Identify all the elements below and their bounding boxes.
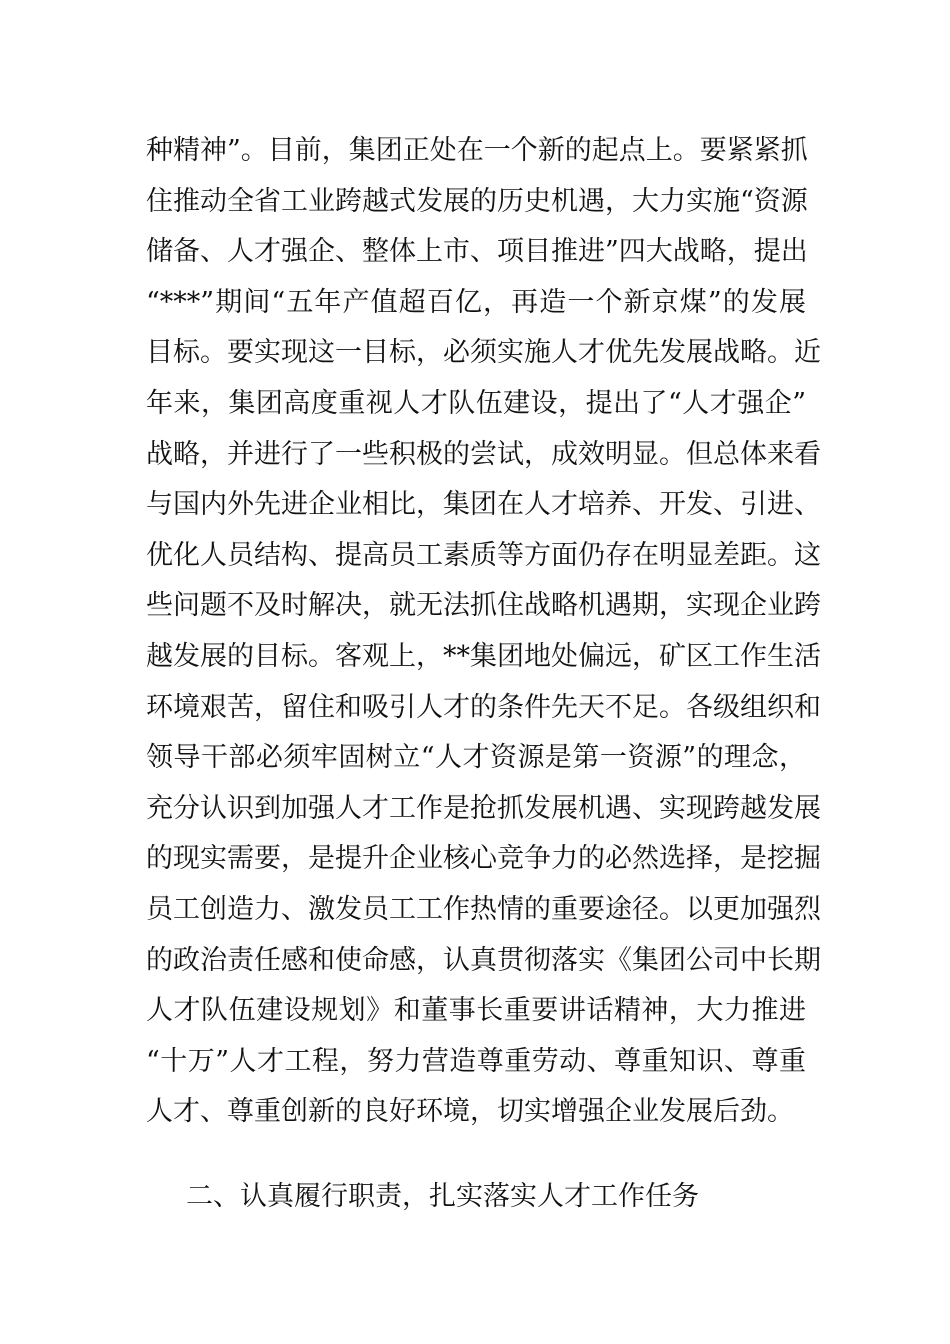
paragraph-line: 越发展的目标。客观上，**集团地处偏远，矿区工作生活 — [146, 640, 821, 672]
paragraph-line: 种精神”。目前，集团正处在一个新的起点上。要紧紧抓 — [146, 135, 808, 166]
paragraph-line: 储备、人才强企、整体上市、项目推进”四大战略，提出 — [146, 236, 808, 268]
paragraph-line: 环境艰苦，留住和吸引人才的条件先天不足。各级组织和 — [146, 691, 821, 723]
paragraph-line: 的现实需要，是提升企业核心竞争力的必然选择，是挖掘 — [146, 843, 821, 875]
body-paragraph — [146, 126, 821, 1138]
paragraph-line: “***”期间“五年产值超百亿，再造一个新京煤”的发展 — [146, 286, 806, 318]
paragraph-line: 充分认识到加强人才工作是抢抓发展机遇、实现跨越发展 — [146, 792, 821, 824]
paragraph-line: 年来，集团高度重视人才队伍建设，提出了“人才强企” — [146, 387, 806, 419]
paragraph-line: 与国内外先进企业相比，集团在人才培养、开发、引进、 — [146, 489, 821, 521]
paragraph-line: 住推动全省工业跨越式发展的历史机遇，大力实施“资源 — [146, 185, 808, 217]
section-heading: 二、认真履行职责，扎实落实人才工作任务 — [186, 1181, 699, 1212]
paragraph-line: “十万”人才工程，努力营造尊重劳动、尊重知识、尊重 — [146, 1045, 806, 1077]
paragraph-line: 人才队伍建设规划》和董事长重要讲话精神，大力推进 — [146, 995, 806, 1027]
paragraph-line: 领导干部必须牢固树立“人才资源是第一资源”的理念， — [146, 742, 806, 774]
paragraph-line: 员工创造力、激发员工工作热情的重要途径。以更加强烈 — [146, 893, 821, 925]
paragraph-line: 些问题不及时解决，就无法抓住战略机遇期，实现企业跨 — [146, 590, 821, 622]
paragraph-line: 战略，并进行了一些积极的尝试，成效明显。但总体来看 — [146, 438, 821, 470]
paragraph-line: 优化人员结构、提高员工素质等方面仍存在明显差距。这 — [146, 539, 821, 571]
paragraph-line: 人才、尊重创新的良好环境，切实增强企业发展后劲。 — [146, 1096, 794, 1128]
paragraph-line: 目标。要实现这一目标，必须实施人才优先发展战略。近 — [146, 337, 821, 369]
paragraph-line: 的政治责任感和使命感，认真贯彻落实《集团公司中长期 — [146, 944, 821, 976]
